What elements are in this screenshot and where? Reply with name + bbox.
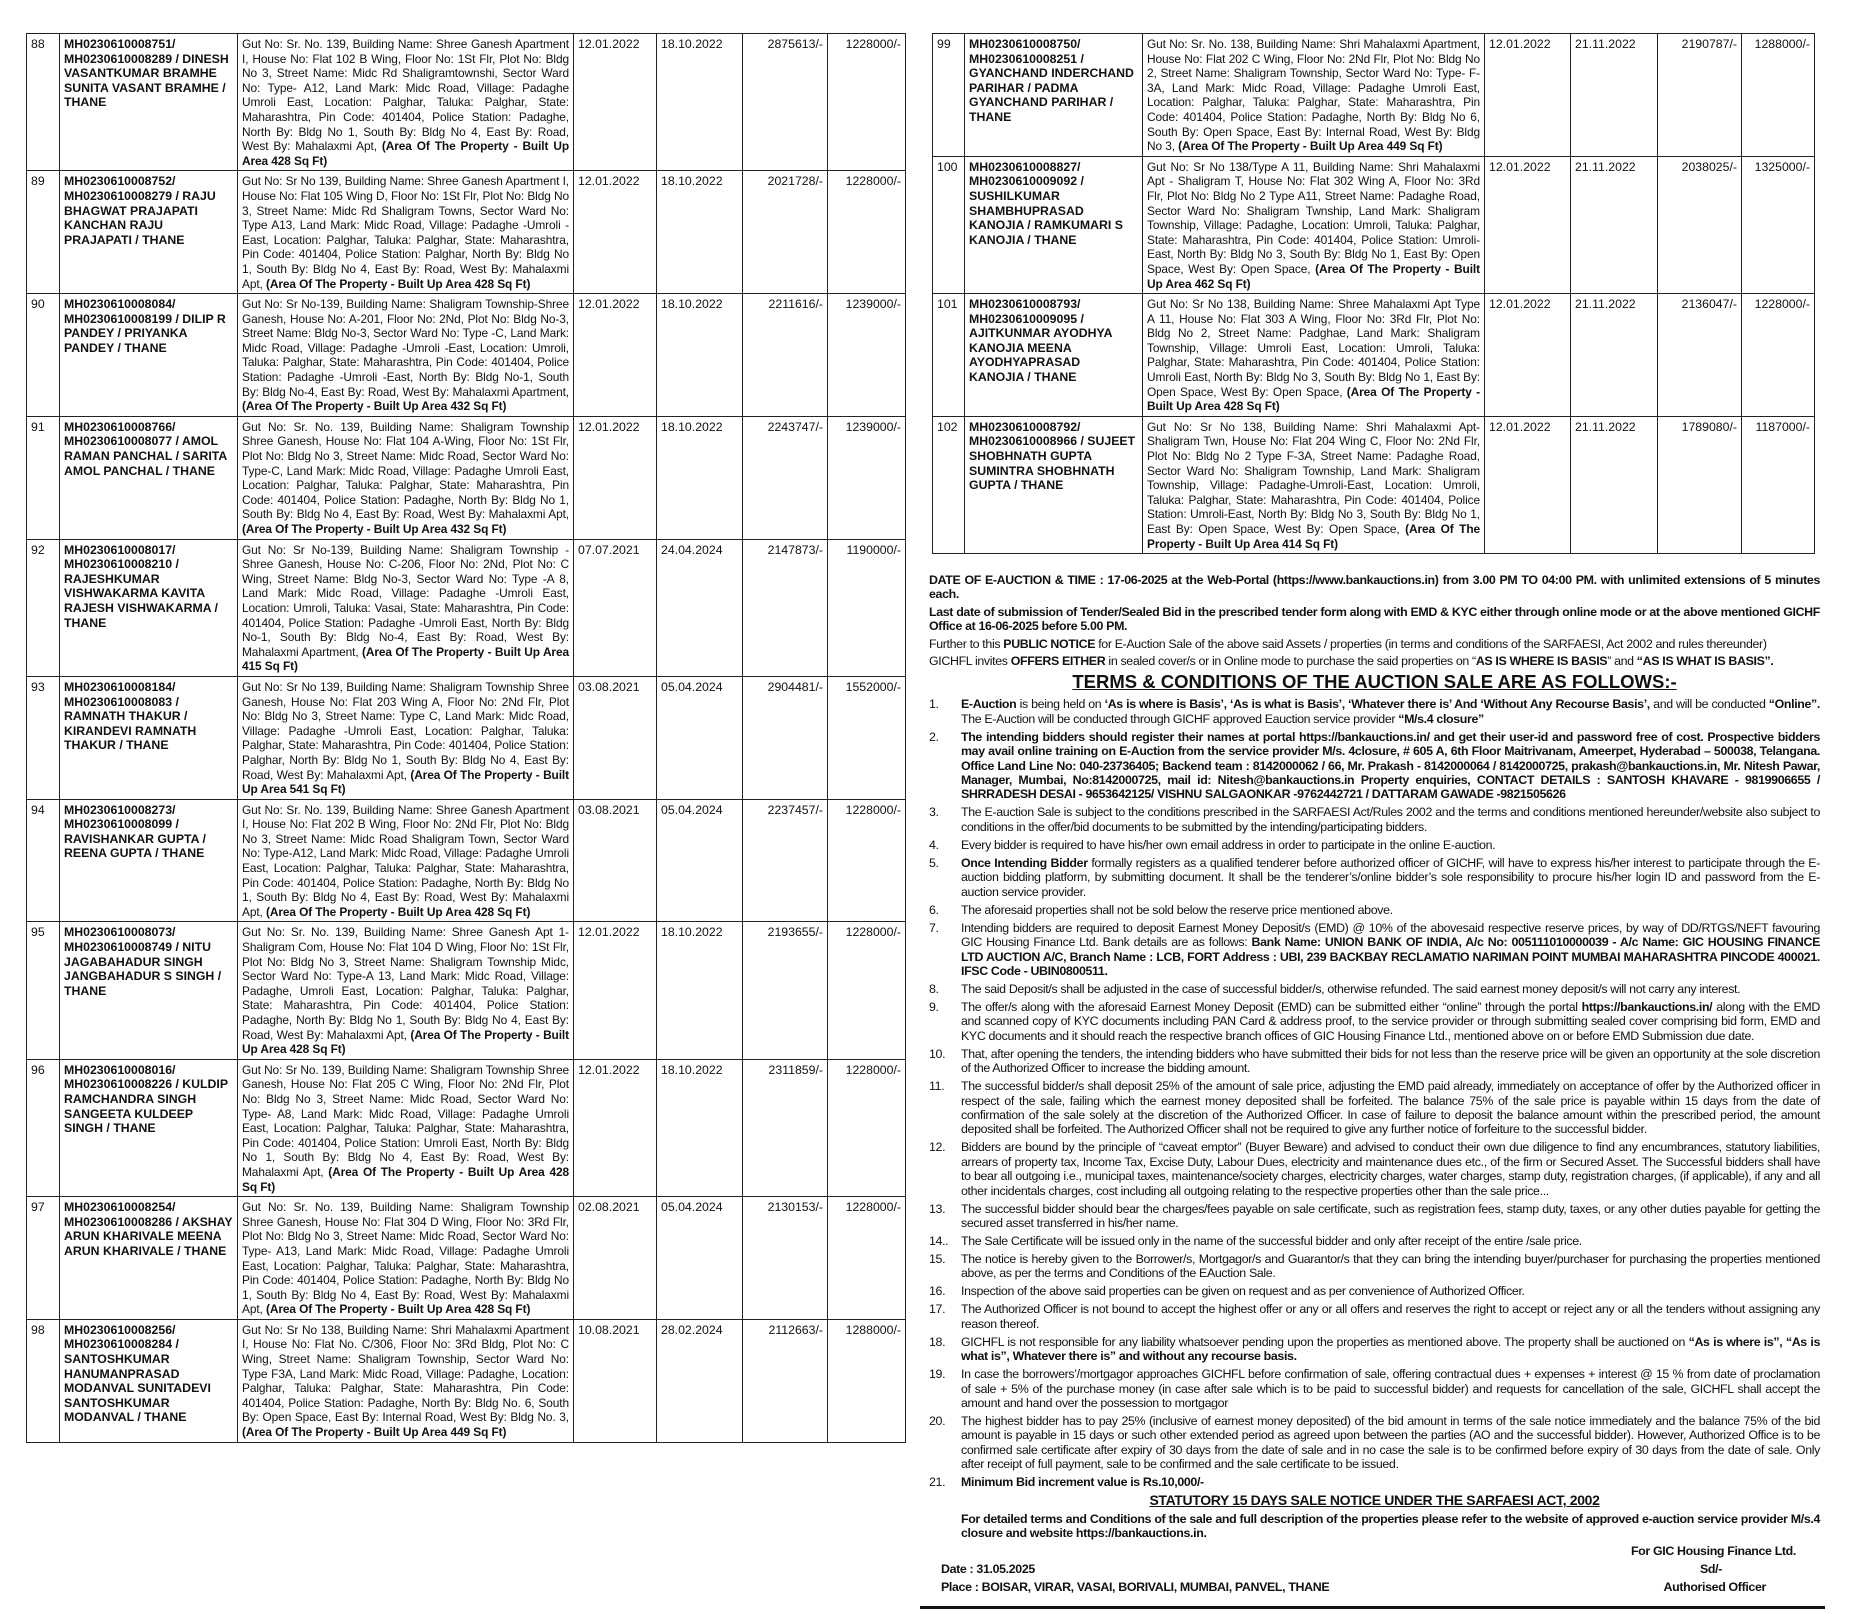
term-text bbox=[961, 1079, 1820, 1137]
property-area: (Area Of The Property - Built Up Area 414 Sq Ft) bbox=[1147, 522, 1480, 551]
term-number: 8. bbox=[929, 981, 939, 996]
term-text bbox=[961, 1202, 1820, 1231]
bold-text: “As is where is”, “As is what is”, Whatever there is” and without any recourse basis. bbox=[961, 1334, 1820, 1364]
term-number: 2. bbox=[929, 729, 939, 744]
term-item bbox=[929, 697, 1820, 726]
row-number: 98 bbox=[27, 1319, 60, 1442]
term-number: 6. bbox=[929, 902, 939, 917]
row-number: 99 bbox=[933, 34, 965, 157]
bold-text: “M/s.4 closure” bbox=[1398, 711, 1484, 726]
property-description bbox=[238, 539, 574, 676]
intro-paragraph bbox=[929, 605, 1820, 634]
term-number: 16. bbox=[929, 1284, 946, 1299]
possession-date: 05.04.2024 bbox=[657, 799, 743, 922]
row-number: 96 bbox=[27, 1059, 60, 1196]
authorised-officer: Authorised Officer bbox=[1663, 1580, 1766, 1595]
term-number: 11. bbox=[929, 1079, 945, 1094]
possession-date: 05.04.2024 bbox=[657, 1197, 743, 1320]
term-text bbox=[961, 1475, 1820, 1489]
demand-notice-date: 12.01.2022 bbox=[1485, 416, 1571, 553]
term-item bbox=[929, 1252, 1820, 1281]
reserve-price: 1239000/- bbox=[828, 294, 906, 417]
property-description bbox=[1143, 156, 1485, 293]
property-address: Gut No: Sr. No. 139, Building Name: Shree Ganesh Apartment I, House No: Flat 202 B Wing, Floor No: 2Nd Flr, Plot No: Bldg No 3, Street Name: Midc Road Shaligram Town, Sector Ward No: Type-A12, Land Mark: Midc Road, Village: Padaghe Umroli East, Location: Palghar, Taluka: Palghar, State: Maharashtra, Pin Code: 401404, Police Station: Padaghe, North By: Bldg No 1, South By: Bldg No 4, East By: Road, West By: Mahalaxmi Apt, bbox=[242, 802, 569, 919]
demand-notice-date: 12.01.2022 bbox=[574, 416, 657, 539]
reserve-price: 1239000/- bbox=[828, 416, 906, 539]
term-item bbox=[929, 1000, 1820, 1043]
row-number: 93 bbox=[27, 676, 60, 799]
term-item bbox=[929, 1367, 1820, 1410]
intro-paragraph bbox=[929, 573, 1820, 602]
borrower-name: MH0230610008750/ MH0230610008251 / GYANCHAND INDERCHAND PARIHAR / PADMA GYANCHAND PARIHAR / THANE bbox=[965, 34, 1143, 157]
demand-notice-date: 12.01.2022 bbox=[574, 1059, 657, 1196]
table-row bbox=[933, 156, 1815, 293]
bold-text: Last date of submission of Tender/Sealed Bid in the prescribed tender form along with EMD & KYC either through online mode or at the above mentioned GICHF Office at 16-06-2025 before 5.00 PM. bbox=[929, 604, 1820, 634]
property-address: Gut No: Sr No-139, Building Name: Shaligram Township -Shree Ganesh, House No: C-206, Floor No: 2Nd, Plot No: C Wing, Street Name: Bldg No-3, Sector Ward No: Type -A 8, Land Mark: Midc Road, Village: Padaghe -Umroli East, Location: Umroli, Taluka: Vasai, State: Maharashtra, Pin Code: 401404, Police Station: Padaghe -Umroli East, North By: Bldg No-1, South By: Bldg No-4, East By: Road, West By: Mahalaxmi Apartment, bbox=[242, 542, 569, 659]
demand-notice-date: 07.07.2021 bbox=[574, 539, 657, 676]
table-row bbox=[933, 416, 1815, 553]
demand-notice-date: 03.08.2021 bbox=[574, 676, 657, 799]
term-number: 18. bbox=[929, 1334, 946, 1349]
row-number: 92 bbox=[27, 539, 60, 676]
intro-paragraph bbox=[929, 654, 1820, 668]
possession-date: 21.11.2022 bbox=[1571, 34, 1658, 157]
property-area: (Area Of The Property - Built Up Area 541 Sq Ft) bbox=[242, 767, 569, 797]
outstanding-amount: 2875613/- bbox=[743, 34, 828, 171]
property-address: Gut No: Sr No. 139, Building Name: Shaligram Township Shree Ganesh, House No: Flat 205 C Wing, Floor No: 2Nd Flr, Plot No: Bldg No 3, Street Name: Midc Road, Sector Ward No: Type- A8, Land Mark: Midc Road, Village: Padaghe Umroli East, Location: Palghar, Taluka: Palghar, State: Maharashtra, Pin Code: 401404, Police Station: Umroli East, North By: Bldg No 1, South By: Bldg No 4, East By: Road, West By: Mahalaxmi Apt, bbox=[242, 1062, 569, 1179]
detail-note: For detailed terms and Conditions of the sale and full description of the properties please refer to the website of approved e-auction service provider M/s.4 closure and website https://bankauctions.in. bbox=[961, 1511, 1820, 1541]
property-description bbox=[1143, 294, 1485, 417]
row-number: 97 bbox=[27, 1197, 60, 1320]
terms-title: TERMS & CONDITIONS OF THE AUCTION SALE ARE AS FOLLOWS:- bbox=[1072, 671, 1677, 693]
demand-notice-date: 12.01.2022 bbox=[1485, 294, 1571, 417]
text: Inspection of the above said properties can be given on request and as per convenience of Authorized Officer. bbox=[961, 1284, 1525, 1299]
borrower-name: MH0230610008256/ MH0230610008284 / SANTOSHKUMAR HANUMANPRASAD MODANVAL SUNITADEVI SANTOSHKUMAR MODANVAL / THANE bbox=[60, 1319, 238, 1442]
text: The aforesaid properties shall not be sold below the reserve price mentioned above. bbox=[961, 902, 1393, 917]
statutory-title: STATUTORY 15 DAYS SALE NOTICE UNDER THE SARFAESI ACT, 2002 bbox=[1149, 1492, 1600, 1509]
term-text bbox=[961, 1252, 1820, 1281]
term-text bbox=[961, 838, 1820, 852]
outstanding-amount: 2311859/- bbox=[743, 1059, 828, 1196]
terms-list bbox=[929, 697, 1820, 1489]
notice-date: Date : 31.05.2025 bbox=[941, 1562, 1035, 1577]
demand-notice-date: 02.08.2021 bbox=[574, 1197, 657, 1320]
reserve-price: 1187000/- bbox=[1742, 416, 1815, 553]
text: The successful bidder/s shall deposit 25% of the amount of sale price, adjusting the EMD paid already, immediately on acceptance of offer by the Authorized officer in respect of the sale, failing which the earnest money deposited shall be forfeited. The balance 75% of the sale price is payable within 15 days from the date of confirmation of the sale solely at the discretion of the Authorized Officer. In case of failure to deposit the balance amount within the prescribed period, the amount deposited shall be forfeited. The Authorized Officer shall not be required to give any further notice of forfeiture to the successful bidder. bbox=[961, 1079, 1820, 1137]
bold-text: “Online”. bbox=[1768, 697, 1820, 712]
demand-notice-date: 12.01.2022 bbox=[1485, 156, 1571, 293]
term-item bbox=[929, 1079, 1820, 1137]
term-text bbox=[961, 921, 1820, 979]
outstanding-amount: 2211616/- bbox=[743, 294, 828, 417]
outstanding-amount: 2190787/- bbox=[1658, 34, 1742, 157]
text: That, after opening the tenders, the intending bidders who have submitted their bids for not less than the reserve price will be given an opportunity at the sole discretion of the Authorized Officer to increase the bidding amount. bbox=[961, 1046, 1820, 1076]
term-text bbox=[961, 730, 1820, 802]
term-item bbox=[929, 1234, 1820, 1248]
possession-date: 21.11.2022 bbox=[1571, 416, 1658, 553]
property-area: (Area Of The Property - Built Up Area 432 Sq Ft) bbox=[242, 522, 507, 536]
bold-text: AS IS WHERE IS BASIS bbox=[1475, 654, 1608, 669]
table-row bbox=[27, 34, 906, 171]
reserve-price: 1228000/- bbox=[828, 799, 906, 922]
demand-notice-date: 03.08.2021 bbox=[574, 799, 657, 922]
auction-intro bbox=[929, 573, 1820, 668]
term-number: 21. bbox=[929, 1475, 946, 1490]
property-address: Gut No: Sr No 138, Building Name: Shri Mahalaxmi Apt-Shaligram Twn, House No: Flat 204 Wing C, Floor No: 2Nd Flr, Plot No: Bldg No 2 Type F-3A, Street Name: Padaghe Road, Sector Ward No: Shaligram Township, Land Mark: Shaligram Township, Village: Padaghe-Umroli-East, Location: Umroli, Taluka: Palghar, State: Maharashtra, Pin Code: 401404, Police Station: Umroli-East, North By: Bldg No 3, South By: Bldg No 1, East By: Open Space, West By: Open Space, bbox=[1147, 419, 1480, 536]
possession-date: 18.10.2022 bbox=[657, 171, 743, 294]
possession-date: 28.02.2024 bbox=[657, 1319, 743, 1442]
reserve-price: 1228000/- bbox=[828, 1197, 906, 1320]
bottom-rule bbox=[920, 1606, 1825, 1609]
term-item bbox=[929, 856, 1820, 899]
possession-date: 21.11.2022 bbox=[1571, 294, 1658, 417]
term-item bbox=[929, 838, 1820, 852]
outstanding-amount: 2112663/- bbox=[743, 1319, 828, 1442]
bold-text: ‘As is where is Basis’, ‘As is what is Basis’, ‘Whatever there is’ And ‘Without Any Recourse Basis’, bbox=[1104, 697, 1650, 712]
reserve-price: 1228000/- bbox=[828, 34, 906, 171]
reserve-price: 1288000/- bbox=[1742, 34, 1815, 157]
property-area: (Area Of The Property - Built Up Area 432 Sq Ft) bbox=[242, 399, 507, 414]
reserve-price: 1190000/- bbox=[828, 539, 906, 676]
property-address: Gut No: Sr No 139, Building Name: Shree Ganesh Apartment I, House No: Flat 105 Wing D, Floor No: 1St Flr, Plot No: Bldg No 3, Street Name: Midc Rd Shaligram Towns, Sector Ward No: Type A13, Land Mark: Midc Road, Village: Padaghe -Umroli -East, Location: Palghar, Taluka: Palghar, State: Maharashtra, Pin Code: 401404, Police Station: Palghar, North By: Bldg No 1, South By: Bldg No 4, East By: Road, West By: Mahalaxmi Apt, bbox=[242, 174, 569, 291]
bold-text: “AS IS WHAT IS BASIS”. bbox=[1636, 654, 1774, 669]
property-description bbox=[238, 416, 574, 539]
term-text bbox=[961, 805, 1820, 834]
reserve-price: 1228000/- bbox=[828, 1059, 906, 1196]
term-item bbox=[929, 982, 1820, 996]
text: Bidders are bound by the principle of “caveat emptor” (Buyer Beware) and advised to conduct their own due diligence to find any encumbrances, statutory liabilities, arrears of property tax, Income Tax, Excise Duty, Labour Dues, electricity and maintenance dues etc., of the firm or Secured Asset. The Successful bidders shall have to bear all outgoing i.e., municipal taxes, maintenance/society charges, electricity charges, water charges, stamp duty, registration charges, (if applicable), if any and all other incidentals charges, cost including all outgoing relating to the respective properties other than the sale price... bbox=[961, 1140, 1820, 1198]
borrower-name: MH0230610008184/ MH0230610008083 / RAMNATH THAKUR / KIRANDEVI RAMNATH THAKUR / THANE bbox=[60, 676, 238, 799]
borrower-name: MH0230610008766/ MH0230610008077 / AMOL RAMAN PANCHAL / SARITA AMOL PANCHAL / THANE bbox=[60, 416, 238, 539]
row-number: 90 bbox=[27, 294, 60, 417]
property-area: (Area Of The Property - Built Up Area 462 Sq Ft) bbox=[1147, 261, 1480, 291]
property-address: Gut No: Sr. No. 139, Building Name: Shree Ganesh Apartment I, House No: Flat 102 B Wing, Floor No: 1St Flr, Plot No: Bldg No 3, Street Name: Midc Rd Shaligramtownshi, Sector Ward No: Type- A12, Land Mark: Midc Road, Village: Padaghe Umroli East, Location: Palghar, Taluka: Palghar, State: Maharashtra, Pin Code: 401404, Police Station: Padaghe, North By: Bldg No 1, South By: Bldg No 4, East By: Road, West By: Mahalaxmi Apt, bbox=[242, 37, 569, 154]
table-row bbox=[27, 1197, 906, 1320]
term-number: 20. bbox=[929, 1414, 946, 1428]
text: The E-Auction will be conducted through GICHF approved Eauction service provider bbox=[961, 711, 1399, 726]
property-area: (Area Of The Property - Built Up Area 449 Sq Ft) bbox=[242, 1425, 507, 1440]
notice-place: Place : BOISAR, VIRAR, VASAI, BORIVALI, MUMBAI, PANVEL, THANE bbox=[941, 1580, 1330, 1595]
reserve-price: 1552000/- bbox=[828, 676, 906, 799]
term-item bbox=[929, 1284, 1820, 1298]
property-area: (Area Of The Property - Built Up Area 449 Sq Ft) bbox=[1178, 139, 1443, 154]
outstanding-amount: 2904481/- bbox=[743, 676, 828, 799]
outstanding-amount: 1789080/- bbox=[1658, 416, 1742, 553]
reserve-price: 1228000/- bbox=[1742, 294, 1815, 417]
borrower-name: MH0230610008751/ MH0230610008289 / DINESH VASANTKUMAR BRAMHE SUNITA VASANT BRAMHE / THANE bbox=[60, 34, 238, 171]
property-area: (Area Of The Property - Built Up Area 428 Sq Ft) bbox=[1147, 384, 1480, 414]
term-item bbox=[929, 921, 1820, 979]
demand-notice-date: 12.01.2022 bbox=[574, 171, 657, 294]
possession-date: 18.10.2022 bbox=[657, 416, 743, 539]
text: Further to this bbox=[929, 636, 1004, 651]
term-item bbox=[929, 805, 1820, 834]
property-address: Gut No: Sr No-139, Building Name: Shaligram Township-Shree Ganesh, House No: A-201, Floor No: 2Nd, Plot No: Bldg No-3, Street Name: Bldg No-3, Sector Ward No: Type -C, Land Mark: Midc Road, Village: Padaghe -Umroli -East, Location: Umroli, Taluka: Palghar, State: Maharashtra, Pin Code: 401404, Police Station: Padaghe -Umroli -East, North By: Bldg No-1, South By: Bldg No-4, East By: Road, West By: Mahalaxmi Apartment, bbox=[242, 297, 569, 399]
term-item bbox=[929, 1202, 1820, 1231]
term-number: 15. bbox=[929, 1251, 946, 1266]
term-text bbox=[961, 1000, 1820, 1043]
property-description bbox=[238, 1197, 574, 1320]
intro-paragraph bbox=[929, 637, 1820, 651]
reserve-price: 1288000/- bbox=[828, 1319, 906, 1442]
property-address: Gut No: Sr. No. 139, Building Name: Shaligram Township Shree Ganesh, House No: Flat 104 A-Wing, Floor No: 1St Flr, Plot No: Bldg No 3, Street Name: Midc Road, Sector Ward No: Type-C, Land Mark: Midc Road, Village: Padaghe Umroli East, Location: Palghar, Taluka: Palghar, State: Maharashtra, Pin Code: 401404, Police Station: Padaghe, North By: Bldg No 1, South By: Bldg No 4, East By: Road, West By: Mahalaxmi Apt, bbox=[242, 419, 569, 522]
term-item bbox=[929, 730, 1820, 802]
text: GICHFL is not responsible for any liability whatsoever pending upon the properties as mentioned above. The property shall be auctioned on bbox=[961, 1334, 1689, 1349]
borrower-name: MH0230610008792/ MH0230610008966 / SUJEET SHOBHNATH GUPTA SUMINTRA SHOBHNATH GUPTA / THANE bbox=[965, 416, 1143, 553]
borrower-name: MH0230610008073/ MH0230610008749 / NITU JAGABAHADUR SINGH JANGBAHADUR S SINGH / THANE bbox=[60, 922, 238, 1059]
text: Intending bidders are required to deposit Earnest Money Deposit/s (EMD) @ 10% of the abovesaid respective reserve prices, by way of DD/RTGS/NEFT favouring GIC Housing Finance Ltd. Bank details are as follows: bbox=[961, 920, 1820, 950]
table-row bbox=[933, 34, 1815, 157]
term-number: 17. bbox=[929, 1302, 946, 1317]
demand-notice-date: 12.01.2022 bbox=[1485, 34, 1571, 157]
property-address: Gut No: Sr No 138, Building Name: Shri Mahalaxmi Apartment I, House No: Flat No. C/306, Floor No: 3Rd Bldg, Plot No: C Wing, Street Name: Shaligram Township, Sector Ward No: Type F3A, Land Mark: Midc Road, Village: Padaghe, Location: Palghar, Taluka: Palghar, State: Maharashtra, Pin Code: 401404, Police Station: Padaghe, North By: Bldg No. 6, South By: Open Space, East By: Internal Road, West By: Bldg No. 3, bbox=[242, 1322, 569, 1425]
text: The successful bidder should bear the charges/fees payable on sale certificate, such as registration fees, stamp duty, taxes, or any other duties payable for getting the secured asset transferred in his/her name. bbox=[961, 1201, 1820, 1230]
property-area: (Area Of The Property - Built Up Area 428 Sq Ft) bbox=[242, 139, 569, 168]
outstanding-amount: 2021728/- bbox=[743, 171, 828, 294]
borrower-name: MH0230610008827/ MH0230610009092 / SUSHILKUMAR SHAMBHUPRASAD KANOJIA / RAMKUMARI S KANOJIA / THANE bbox=[965, 156, 1143, 293]
term-text bbox=[961, 856, 1820, 899]
term-item bbox=[929, 1414, 1820, 1472]
table-row bbox=[27, 1319, 906, 1442]
property-description bbox=[238, 1319, 574, 1442]
term-number: 3. bbox=[929, 805, 939, 820]
borrower-name: MH0230610008752/ MH0230610008279 / RAJU BHAGWAT PRAJAPATI KANCHAN RAJU PRAJAPATI / THANE bbox=[60, 171, 238, 294]
outstanding-amount: 2243747/- bbox=[743, 416, 828, 539]
term-item bbox=[929, 1047, 1820, 1076]
company-name: For GIC Housing Finance Ltd. bbox=[1630, 1544, 1796, 1559]
auction-notice bbox=[929, 573, 1820, 1610]
bold-text: https://bankauctions.in/ bbox=[1581, 999, 1713, 1014]
possession-date: 18.10.2022 bbox=[657, 922, 743, 1059]
table-row bbox=[27, 539, 906, 676]
term-text bbox=[961, 1047, 1820, 1076]
row-number: 89 bbox=[27, 171, 60, 294]
term-number: 14.. bbox=[929, 1233, 949, 1248]
term-item bbox=[929, 1140, 1820, 1198]
term-number: 12. bbox=[929, 1140, 946, 1155]
property-description bbox=[1143, 34, 1485, 157]
property-address: Gut No: Sr No 138, Building Name: Shree Mahalaxmi Apt Type A 11, House No: Flat 303 A Wing, Floor No: 3Rd Flr, Plot No: Bldg No 2, Street Name: Padghae, Land Mark: Shaligram Township, Village: Umroli East, Location: Umroli, Taluka: Palghar, State: Maharashtra, Pin Code: 401404, Police Station: Umroli East, North By: Bldg No 3, South By: Bldg No 1, East By: Open Space, West By: Open Space, bbox=[1147, 297, 1480, 399]
term-number: 13. bbox=[929, 1201, 946, 1216]
property-description bbox=[238, 1059, 574, 1196]
term-item bbox=[929, 903, 1820, 917]
text: in sealed cover/s or in Online mode to purchase the said properties on “ bbox=[1105, 654, 1476, 669]
table-row bbox=[27, 676, 906, 799]
property-address: Gut No: Sr No 139, Building Name: Shaligram Township Shree Ganesh, House No: Flat 203 Wing A, Floor No: 2Nd Flr, Plot No: Bldg No 3, Street Name: Type C, Land Mark: Midc Road, Village: Padaghe -Umroli East, Location: Palghar, Taluka: Palghar, State: Maharashtra, Pin Code: 401404, Police Station: Palghar, North By: Bldg No 1, South By: Bldg No 4, East By: Road, West By: Mahalaxmi Apt, bbox=[242, 679, 569, 782]
property-table-left bbox=[26, 33, 906, 1443]
term-item bbox=[929, 1302, 1820, 1331]
row-number: 95 bbox=[27, 922, 60, 1059]
possession-date: 05.04.2024 bbox=[657, 676, 743, 799]
demand-notice-date: 12.01.2022 bbox=[574, 294, 657, 417]
text: The Authorized Officer is not bound to accept the highest offer or any or all offers and reserves the right to accept or reject any or all the tenders without assigning any reason thereof. bbox=[961, 1302, 1820, 1331]
term-item bbox=[929, 1475, 1820, 1489]
term-number: 19. bbox=[929, 1367, 946, 1382]
term-number: 1. bbox=[929, 697, 939, 712]
text: The said Deposit/s shall be adjusted in the case of successful bidder/s, otherwise refunded. The said earnest money deposit/s will not carry any interest. bbox=[961, 981, 1741, 996]
possession-date: 18.10.2022 bbox=[657, 294, 743, 417]
outstanding-amount: 2136047/- bbox=[1658, 294, 1742, 417]
bold-text: Bank Name: UNION BANK OF INDIA, A/c No: 005111010000039 - A/c Name: GIC HOUSING FINANCE LTD AUCTION A/C, Branch Name : LCB, FORT Address : UBI, 239 BACKBAY RECLAMATIO NARIMAN POINT MUMBAI MAHARASHTRA PINCODE 400021. IFSC Code - UBIN0800511. bbox=[961, 935, 1820, 978]
bold-text: E-Auction bbox=[961, 697, 1017, 712]
term-text bbox=[961, 1414, 1820, 1472]
bold-text: Once Intending Bidder bbox=[961, 855, 1088, 870]
term-number: 5. bbox=[929, 855, 939, 870]
property-area: (Area Of The Property - Built Up Area 428 Sq Ft) bbox=[265, 276, 531, 291]
term-text bbox=[961, 1302, 1820, 1331]
borrower-name: MH0230610008793/ MH0230610009095 / AJITKUNMAR AYODHYA KANOJIA MEENA AYODHYAPRASAD KANOJIA / THANE bbox=[965, 294, 1143, 417]
text: ” and bbox=[1607, 654, 1637, 669]
table-row bbox=[27, 1059, 906, 1196]
term-text bbox=[961, 1284, 1820, 1298]
borrower-name: MH0230610008273/ MH0230610008099 / RAVISHANKAR GUPTA / REENA GUPTA / THANE bbox=[60, 799, 238, 922]
possession-date: 24.04.2024 bbox=[657, 539, 743, 676]
text: The offer/s along with the aforesaid Earnest Money Deposit (EMD) can be submitted either “online” through the portal bbox=[961, 999, 1582, 1014]
property-description bbox=[238, 676, 574, 799]
borrower-name: MH0230610008084/ MH0230610008199 / DILIP R PANDEY / PRIYANKA PANDEY / THANE bbox=[60, 294, 238, 417]
text: The highest bidder has to pay 25% (inclusive of earnest money deposited) of the bid amount in terms of the sale notice immediately and the balance 75% of the bid amount is payable in 15 days or such other extended period as agreed upon between the parties (AO and the successful bidder). However, Authorized Office is to be confirmed sale certificate after expiry of 30 days from the date of sale and in no case the sale is to be confirmed before expiry of 30 days from the date of sale. Only after receipt of full payment, sale to be confirmed and the sale certificate to be issued. bbox=[961, 1414, 1820, 1472]
property-area: (Area Of The Property - Built Up Area 428 Sq Ft) bbox=[265, 904, 531, 919]
property-area: (Area Of The Property - Built Up Area 428 Sq Ft) bbox=[242, 1164, 569, 1194]
outstanding-amount: 2193655/- bbox=[743, 922, 828, 1059]
term-text bbox=[961, 982, 1820, 996]
demand-notice-date: 10.08.2021 bbox=[574, 1319, 657, 1442]
demand-notice-date: 12.01.2022 bbox=[574, 34, 657, 171]
term-number: 4. bbox=[929, 837, 939, 852]
term-number: 9. bbox=[929, 999, 939, 1014]
bold-text: DATE OF E-AUCTION & TIME : 17-06-2025 at the Web-Portal (https://www.bankauctions.in) from 3.00 PM TO 04:00 PM. with unlimited extensions of 5 minutes each. bbox=[929, 573, 1820, 602]
property-address: Gut No: Sr. No. 139, Building Name: Shaligram Township Shree Ganesh, House No: Flat 304 D Wing, Floor No: 3Rd Flr, Plot No: Bldg No 3, Street Name: Midc Road, Sector Ward No: Type- A13, Land Mark: Midc Road, Village: Padaghe Umroli East, Location: Palghar, Taluka: Palghar, State: Maharashtra, Pin Code: 401404, Police Station: Padaghe, North By: Bldg No 1, South By: Bldg No 4, East By: Road, West By: Mahalaxmi Apt, bbox=[242, 1200, 569, 1317]
reserve-price: 1228000/- bbox=[828, 171, 906, 294]
table-row bbox=[27, 171, 906, 294]
text: GICHFL invites bbox=[929, 654, 1011, 669]
term-text bbox=[961, 697, 1820, 726]
text: In case the borrowers’/mortgagor approaches GICHFL before confirmation of sale, offering contractual dues + expenses + interest @ 15 % from date of proclamation of sale + 5% of the purchase money (in case after sale which is to be paid to successful bidder) and requests for cancellation of the sale, GICHFL shall accept the amount and hand over the possession to mortgagor bbox=[961, 1367, 1820, 1410]
term-text bbox=[961, 1234, 1820, 1248]
signature-block bbox=[929, 1540, 1820, 1610]
row-number: 100 bbox=[933, 156, 965, 293]
possession-date: 18.10.2022 bbox=[657, 34, 743, 171]
bold-text: PUBLIC NOTICE bbox=[1003, 636, 1096, 651]
table-row bbox=[27, 922, 906, 1059]
text: is being held on bbox=[1016, 697, 1105, 712]
property-address: Gut No: Sr No 138/Type A 11, Building Name: Shri Mahalaxmi Apt - Shaligram T, House No: Flat 302 Wing A, Floor No: 3Rd Flr, Plot No: Bldg No 2 Type A11, Street Name: Padaghe Road, Sector Ward No: Shaligram Twnship, Land Mark: Shaligram Township, Village: Padaghe, Location: Umroli, Taluka: Palghar, State: Maharashtra, Pin Code: 401404, Police Station: Umroli-East, North By: Bldg No 3, South By: Bldg No 1, East By: Open Space, West By: Open Space, bbox=[1147, 159, 1480, 276]
text: and will be conducted bbox=[1649, 697, 1769, 712]
table-row bbox=[27, 416, 906, 539]
table-row bbox=[933, 294, 1815, 417]
text: The E-auction Sale is subject to the conditions prescribed in the SARFAESI Act/Rules 2002 and the terms and conditions mentioned hereunder/website also subject to conditions in the offer/bid documents to be submitted by the intending/participating bidders. bbox=[961, 805, 1820, 834]
term-text bbox=[961, 903, 1820, 917]
property-table-right bbox=[932, 33, 1815, 554]
reserve-price: 1228000/- bbox=[828, 922, 906, 1059]
property-address: Gut No: Sr. No. 138, Building Name: Shri Mahalaxmi Apartment, House No: Flat 202 C Wing, Floor No: 2Nd Flr, Plot No: Bldg No 2, Street Name: Shaligram Township, Sector Ward No: Type- F-3A, Land Mark: Midc Road, Village: Padaghe Umroli East, Location: Palghar, Taluka: Palghar, State: Maharashtra, Pin Code: 401404, Police Station: Padaghe, North By: Bldg No 6, South By: Open Space, East By: Internal Road, West By: Bldg No 3, bbox=[1147, 37, 1480, 154]
row-number: 88 bbox=[27, 34, 60, 171]
outstanding-amount: 2038025/- bbox=[1658, 156, 1742, 293]
bold-text: The intending bidders should register their names at portal https://bankauctions.in/ and get their user-id and password free of cost. Prospective bidders may avail online training on E-Auction from the service provider M/s. 4closure, # 605 A, 6th Floor Maitrivanam, Ameerpet, Hyderabad – 500038, Telangana. Office Land Line No: 040-23736405; Backend team : 8142000062 / 66, Mr. Prakash - 8142000064 / 8142000725, prakash@bankauctions.in, Mr. Nitesh Pawar, Manager, Mumbai, No:8142000725, mail id: Nitesh@bankauctions.in Property enquiries, CONTACT DETAILS : SANTOSH KHAVARE - 9819906655 / SHRRADESH DESAI - 9653642125/ VISHNU SALGAONKAR -9762442721 / DATTARAM GAWADE -9821505626 bbox=[961, 729, 1820, 802]
reserve-price: 1325000/- bbox=[1742, 156, 1815, 293]
row-number: 102 bbox=[933, 416, 965, 553]
outstanding-amount: 2130153/- bbox=[743, 1197, 828, 1320]
property-description bbox=[238, 922, 574, 1059]
property-description bbox=[238, 799, 574, 922]
property-description bbox=[238, 294, 574, 417]
borrower-name: MH0230610008017/ MH0230610008210 / RAJESHKUMAR VISHWAKARMA KAVITA RAJESH VISHWAKARMA / THANE bbox=[60, 539, 238, 676]
term-item bbox=[929, 1335, 1820, 1364]
row-number: 91 bbox=[27, 416, 60, 539]
text: formally registers as a qualified tenderer before authorized officer of GICHF, will have to express his/her interest to participate through the E-auction bidding platform, by submitting document. It shall be the tenderer’s/online bidder’s sole responsibility to procure his/her login ID and password from the E-auction service provider. bbox=[961, 855, 1820, 899]
possession-date: 18.10.2022 bbox=[657, 1059, 743, 1196]
property-area: (Area Of The Property - Built Up Area 428 Sq Ft) bbox=[242, 1027, 569, 1057]
text: along with the EMD and scanned copy of KYC documents including PAN Card & address proof, to the service provider or through submitting sealed cover comprising bid form, EMD and KYC documents and it should reach the respective branch offices of GIC Housing Finance Ltd., mentioned above on or before EMD Submission due date. bbox=[961, 999, 1820, 1043]
signed-mark: Sd/- bbox=[1699, 1562, 1722, 1577]
table-row bbox=[27, 799, 906, 922]
bold-text: OFFERS EITHER bbox=[1010, 654, 1106, 669]
property-description bbox=[1143, 416, 1485, 553]
bold-text: Minimum Bid increment value is Rs.10,000/- bbox=[961, 1475, 1204, 1490]
property-address: Gut No: Sr. No. 139, Building Name: Shree Ganesh Apt 1-Shaligram Com, House No: Flat 104 D Wing, Floor No: 1St Flr, Plot No: Bldg No 3, Street Name: Shaligram Township Midc, Sector Ward No: Type-A 13, Land Mark: Midc Road, Village: Padaghe, Umroli East, Location: Palghar, Taluka: Palghar, State: Maharashtra, Pin Code: 401404, Police Station: Padaghe, North By: Bldg No 1, South By: Bldg No 4, East By: Road, West By: Mahalaxmi Apt, bbox=[242, 925, 569, 1042]
outstanding-amount: 2147873/- bbox=[743, 539, 828, 676]
term-text bbox=[961, 1140, 1820, 1198]
property-area: (Area Of The Property - Built Up Area 415 Sq Ft) bbox=[242, 644, 569, 674]
table-row bbox=[27, 294, 906, 417]
borrower-name: MH0230610008016/ MH0230610008226 / KULDIP RAMCHANDRA SINGH SANGEETA KULDEEP SINGH / THANE bbox=[60, 1059, 238, 1196]
property-description bbox=[238, 34, 574, 171]
text: Every bidder is required to have his/her own email address in order to participate in the online E-auction. bbox=[961, 837, 1496, 852]
row-number: 101 bbox=[933, 294, 965, 417]
term-number: 10. bbox=[929, 1046, 946, 1061]
term-text bbox=[961, 1335, 1820, 1364]
term-number: 7. bbox=[929, 920, 939, 935]
property-area: (Area Of The Property - Built Up Area 428 Sq Ft) bbox=[265, 1302, 531, 1317]
demand-notice-date: 12.01.2022 bbox=[574, 922, 657, 1059]
text: The Sale Certificate will be issued only in the name of the successful bidder and only after receipt of the entire /sale price. bbox=[961, 1233, 1582, 1248]
borrower-name: MH0230610008254/ MH0230610008286 / AKSHAY ARUN KHARIVALE MEENA ARUN KHARIVALE / THANE bbox=[60, 1197, 238, 1320]
row-number: 94 bbox=[27, 799, 60, 922]
term-text bbox=[961, 1367, 1820, 1410]
text: The notice is hereby given to the Borrower/s, Mortgagor/s and Guarantor/s that they can bring the intending buyer/purchaser for purchasing the properties mentioned above, as per the terms and Conditions of the EAuction Sale. bbox=[961, 1251, 1820, 1281]
possession-date: 21.11.2022 bbox=[1571, 156, 1658, 293]
text: for E-Auction Sale of the above said Assets / properties (in terms and conditions of the SARFAESI, Act 2002 and rules thereunder) bbox=[1095, 636, 1767, 651]
property-description bbox=[238, 171, 574, 294]
outstanding-amount: 2237457/- bbox=[743, 799, 828, 922]
